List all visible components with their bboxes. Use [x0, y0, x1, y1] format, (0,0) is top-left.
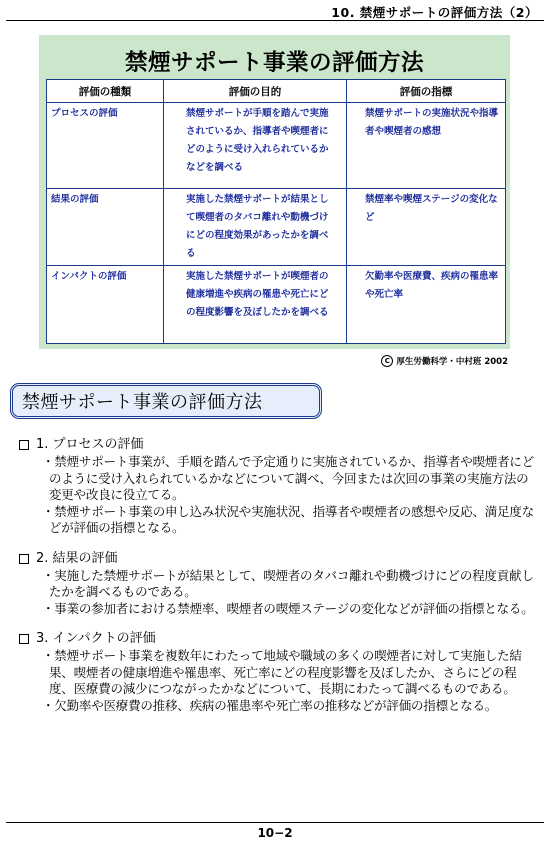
section-heading — [19, 630, 540, 648]
section-heading — [19, 550, 540, 568]
bullet-text: ・禁煙サポート事業を複数年にわたって地域や職域の多くの喫煙者に対して実施した結果、喫煙者の健康増進や罹患率、死亡率にどの程度影響を及ぼしたか、さらにどの程度、医療費の減少につながったかなどについて、長期にわたって調べるものである。 — [42, 648, 522, 696]
table-row — [47, 266, 506, 344]
section-impact — [19, 630, 540, 714]
cell-purpose: 禁煙サポートが手順を踏んで実施されているか、指導者や喫煙者にどのように受け入れられているかなどを調べる — [164, 103, 347, 189]
body-content — [19, 436, 540, 727]
section-heading-text: 1. プロセスの評価 — [36, 437, 144, 452]
cell-type: インパクトの評価 — [47, 266, 164, 344]
cell-indicator: 禁煙率や喫煙ステージの変化など — [347, 189, 506, 266]
section-title: 禁煙サポート事業の評価方法 — [22, 392, 263, 413]
bullet-text: ・欠勤率や医療費の推移、疾病の罹患率や死亡率の推移などが評価の指標となる。 — [42, 697, 498, 713]
section-process — [19, 436, 540, 537]
section-heading-text: 3. インパクトの評価 — [36, 631, 156, 646]
cell-purpose: 実施した禁煙サポートが喫煙者の健康増進や疾病の罹患や死亡にどの程度影響を及ぼしたかを調べる — [164, 266, 347, 344]
bullet-text: ・禁煙サポート事業の申し込み状況や実施状況、指導者や喫煙者の感想や反応、満足度などが評価の指標となる。 — [42, 503, 535, 535]
checkbox-icon — [19, 634, 29, 644]
evaluation-table — [46, 79, 506, 344]
column-header: 評価の目的 — [164, 80, 347, 103]
page-header-title: 10. 禁煙サポートの評価方法（2） — [331, 5, 538, 20]
copyright-text: 厚生労働科学・中村班 2002 — [396, 357, 508, 367]
bullet-text: ・実施した禁煙サポートが結果として、喫煙者のタバコ離れや動機づけにどの程度貢献したかを調べるものである。 — [42, 567, 534, 599]
checkbox-icon — [19, 440, 29, 450]
bullet-text: ・事業の参加者における禁煙率、喫煙者の喫煙ステージの変化などが評価の指標となる。 — [42, 600, 534, 616]
cell-type: 結果の評価 — [47, 189, 164, 266]
copyright-note — [381, 355, 508, 367]
cell-type: プロセスの評価 — [47, 103, 164, 189]
slide-title: 禁煙サポート事業の評価方法 — [124, 50, 424, 76]
section-heading — [19, 436, 540, 454]
section-heading-text: 2. 結果の評価 — [36, 550, 118, 566]
slide-panel — [39, 35, 510, 349]
section-title-box — [10, 383, 322, 419]
table-row — [47, 103, 506, 189]
table-row — [47, 189, 506, 266]
cell-purpose: 実施した禁煙サポートが結果として喫煙者のタバコ離れや動機づけにどの程度効果があったかを調べる — [164, 189, 347, 266]
column-header: 評価の種類 — [47, 80, 164, 103]
copyright-icon: C — [381, 355, 393, 367]
page-number: 10−2 — [257, 826, 293, 840]
table-header-row — [47, 80, 506, 103]
footer-rule — [6, 822, 544, 823]
checkbox-icon — [19, 554, 29, 564]
bullet-text: ・禁煙サポート事業が、手順を踏んで予定通りに実施されているか、指導者や喫煙者にどのように受け入れられているかなどについて調べ、今回または次回の事業の実施方法の変更や改良に役立てる。 — [42, 454, 535, 502]
cell-indicator: 禁煙サポートの実施状況や指導者や喫煙者の感想 — [347, 103, 506, 189]
section-outcome — [19, 550, 540, 618]
cell-indicator: 欠勤率や医療費、疾病の罹患率や死亡率 — [347, 266, 506, 344]
header-rule — [6, 20, 544, 21]
column-header: 評価の指標 — [347, 80, 506, 103]
